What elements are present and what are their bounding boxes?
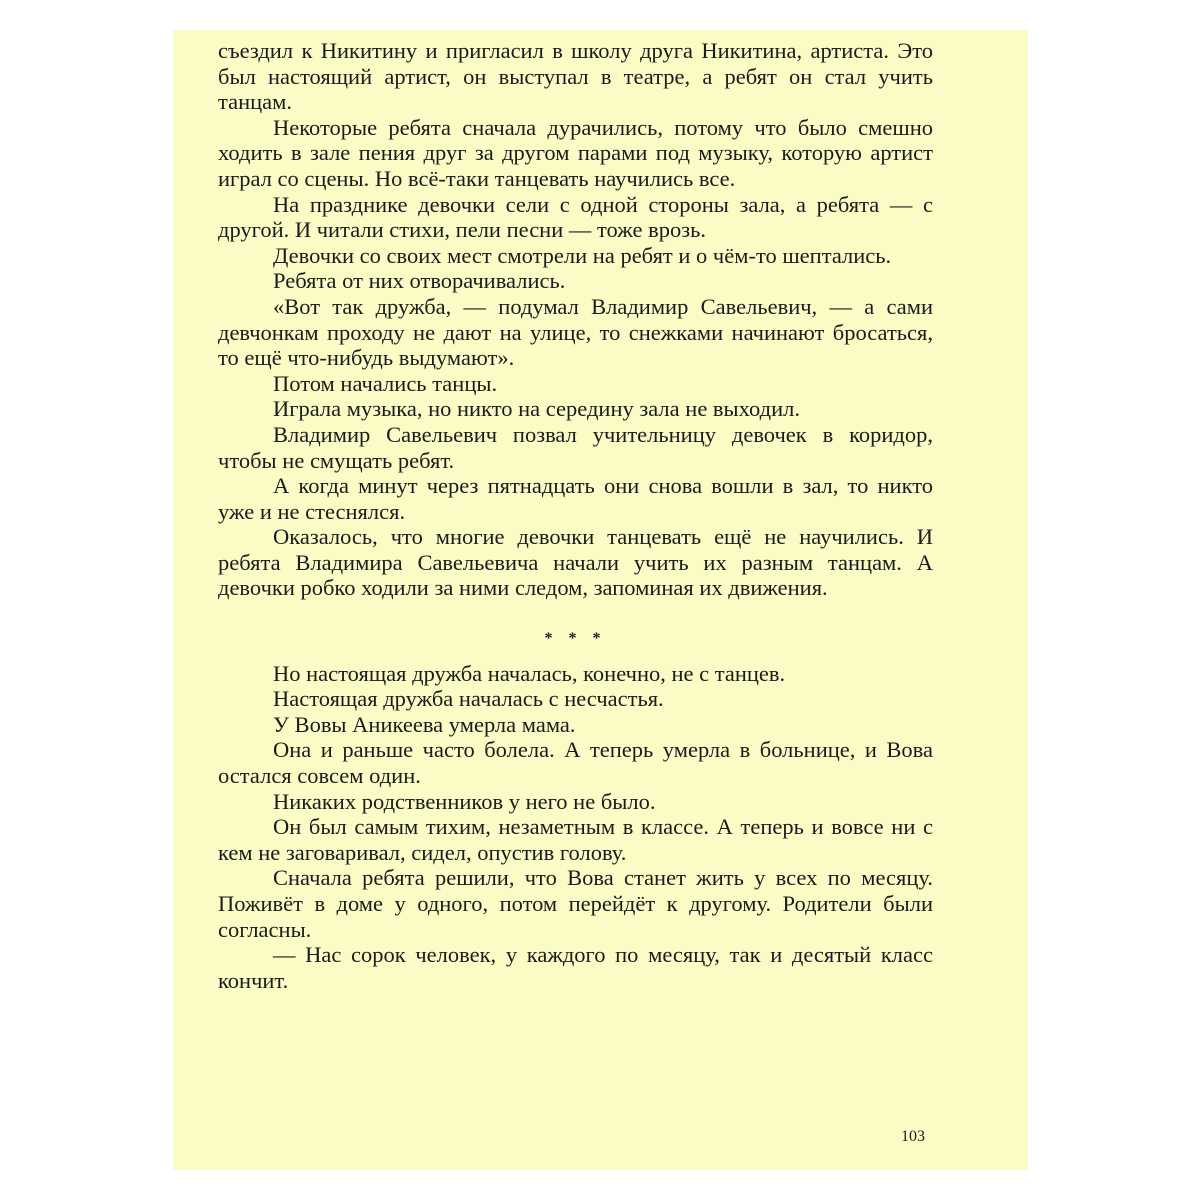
paragraph: Он был самым тихим, незаметным в классе. А теперь и вовсе ни с кем не заговаривал, сидел, опустив голову. bbox=[218, 814, 933, 865]
page-text bbox=[218, 38, 933, 993]
paragraph: Но настоящая дружба началась, конечно, не с танцев. bbox=[273, 660, 786, 686]
paragraph: Сначала ребята решили, что Вова станет жить у всех по месяцу. Поживёт в доме у одного, потом перейдёт к другому. Родители были согласны. bbox=[218, 865, 933, 942]
paragraph: Потом начались танцы. bbox=[273, 370, 498, 396]
book-page bbox=[173, 30, 1028, 1170]
page-number: 103 bbox=[901, 1128, 925, 1145]
paragraph: А когда минут через пятнадцать они снова вошли в зал, то никто уже и не стеснялся. bbox=[218, 473, 933, 524]
paragraph: — Нас сорок человек, у каждого по месяцу, так и десятый класс кончит. bbox=[218, 942, 933, 993]
paragraph: Некоторые ребята сначала дурачились, потому что было смешно ходить в зале пения друг за другом парами под музыку, которую артист играл со сцены. Но всё-таки танцевать научились все. bbox=[218, 114, 933, 191]
paragraph: Никаких родственников у него не было. bbox=[273, 788, 656, 814]
paragraph: Она и раньше часто болела. А теперь умерла в больнице, и Вова остался совсем один. bbox=[218, 737, 933, 789]
paragraph: «Вот так дружба, — подумал Владимир Савельевич, — а сами девчонкам проходу не дают на улице, то снежками начинают бросаться, то ещё что-нибудь выдумают». bbox=[218, 293, 933, 371]
paragraph: Ребята от них отворачивались. bbox=[273, 268, 566, 294]
paragraph: Девочки со своих мест смотрели на ребят и о чём-то шептались. bbox=[273, 242, 892, 268]
paragraph: Настоящая дружба началась с несчастья. bbox=[273, 686, 664, 712]
paragraph: съездил к Никитину и пригласил в школу друга Никитина, артиста. Это был настоящий артист, он выступал в театре, а ребят он стал учить танцам. bbox=[218, 38, 933, 115]
paragraph: На празднике девочки сели с одной стороны зала, а ребята — с другой. И читали стихи, пели песни — тоже врозь. bbox=[218, 191, 933, 243]
paragraph: Оказалось, что многие девочки танцевать ещё не научились. И ребята Владимира Савельевича начали учить их разным танцам. А девочки робко ходили за ними следом, запоминая их движения. bbox=[218, 524, 933, 601]
paragraph: Владимир Савельевич позвал учительницу девочек в коридор, чтобы не смущать ребят. bbox=[218, 421, 933, 473]
paragraph: Играла музыка, но никто на середину зала не выходил. bbox=[273, 396, 801, 422]
paragraph: У Вовы Аникеева умерла мама. bbox=[273, 711, 576, 737]
section-separator: * * * bbox=[544, 630, 607, 648]
